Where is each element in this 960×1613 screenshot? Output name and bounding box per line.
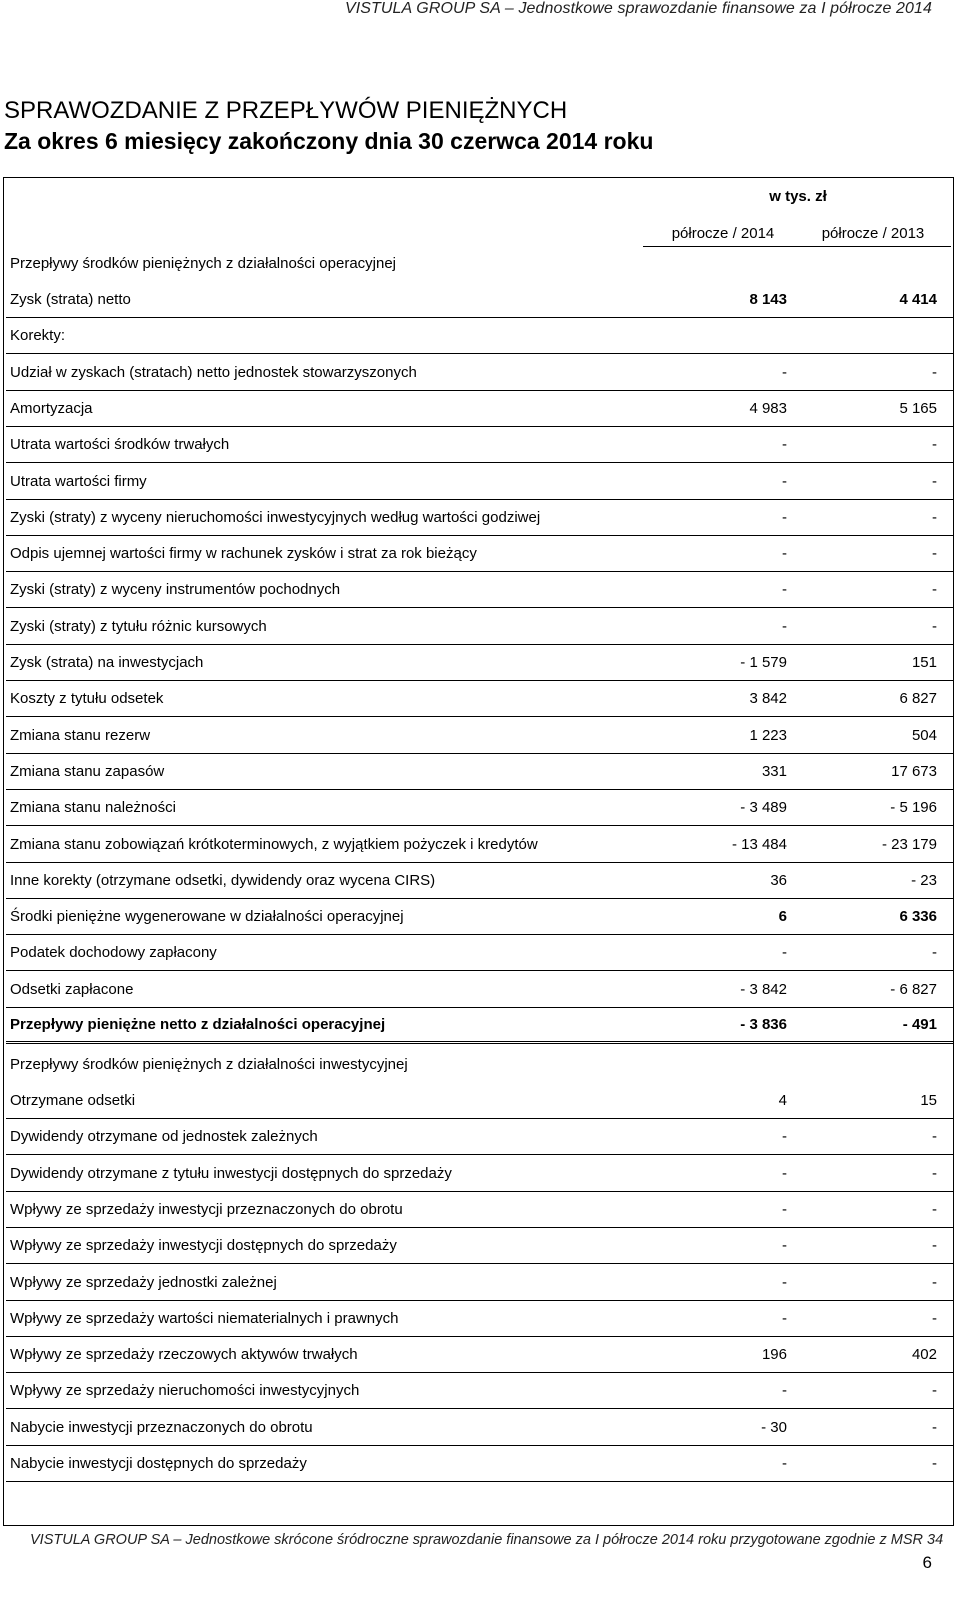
running-header: VISTULA GROUP SA – Jednostkowe sprawozdanie finansowe za I półrocze 2014 [344,0,932,17]
value-2013: - [932,1455,937,1472]
value-2014: 36 [770,871,787,889]
value-2014: - [782,436,787,454]
value-2013: 4 414 [899,291,937,308]
row-label: Wpływy ze sprzedaży inwestycji przeznaczonych do obrotu [10,1200,403,1218]
value-2013: 17 673 [891,762,937,780]
value-2014: - [782,1273,787,1291]
value-2013: - [932,1273,937,1291]
row-label: Zmiana stanu zobowiązań krótkoterminowych, z wyjątkiem pożyczek i kredytów [10,835,538,853]
value-2013: - [932,436,937,454]
row-label: Nabycie inwestycji dostępnych do sprzedaży [10,1455,307,1472]
table-row [6,1083,953,1119]
row-label: Wpływy ze sprzedaży nieruchomości inwestycyjnych [10,1382,360,1400]
value-2013: - [932,944,937,962]
table-row [6,754,953,790]
row-label: Odsetki zapłacone [10,980,134,998]
row-label: Utrata wartości firmy [10,472,147,490]
page-footer: VISTULA GROUP SA – Jednostkowe skrócone śródroczne sprawozdanie finansowe za I półrocze 2014 roku przygotowane zgodnie z MSR 34 [30,1532,944,1548]
column-header-2014: półrocze / 2014 [671,225,775,242]
row-label: Środki pieniężne wygenerowane w działalności operacyjnej [10,908,404,926]
value-2013: - [932,363,937,381]
table-row [6,500,953,536]
table-row [6,935,953,971]
table-row [6,972,953,1008]
value-2013: - [932,1128,937,1146]
row-label: Zyski (straty) z wyceny instrumentów pochodnych [10,581,341,599]
value-2013: - [932,1418,937,1436]
value-2014: 4 [778,1092,787,1109]
row-label: Dywidendy otrzymane z tytułu inwestycji dostępnych do sprzedaży [10,1164,452,1182]
row-label: Wpływy ze sprzedaży jednostki zależnej [10,1273,277,1291]
value-2013: - [932,617,937,635]
value-2013: 15 [920,1092,937,1109]
row-label: Wpływy ze sprzedaży rzeczowych aktywów trwałych [10,1346,358,1364]
value-2013: - [932,472,937,490]
table-row [6,282,953,318]
value-2014: - [782,545,787,563]
table-row [6,572,953,608]
value-2014: - [782,472,787,490]
statement-title [4,96,653,156]
table-row [6,1337,953,1373]
header-rule [643,246,951,247]
value-2014: 3 842 [749,690,787,708]
table-row [6,1446,953,1482]
row-label: Podatek dochodowy zapłacony [10,944,217,962]
value-2013: 6 827 [899,690,937,708]
table-row [6,609,953,645]
value-2014: 196 [761,1346,787,1364]
row-label: Zmiana stanu należności [10,799,176,817]
row-label: Zmiana stanu zapasów [10,762,165,780]
row-label: Otrzymane odsetki [10,1092,136,1109]
table-row [6,790,953,826]
table-row [6,1410,953,1446]
table-row [6,1265,953,1301]
page-number: 6 [922,1553,932,1572]
table-row [6,899,953,935]
row-label: Dywidendy otrzymane od jednostek zależnych [10,1128,318,1146]
title-line-1: SPRAWOZDANIE Z PRZEPŁYWÓW PIENIĘŻNYCH [4,97,568,124]
section-operating-heading: Przepływy środków pieniężnych z działalności operacyjnej [10,255,397,272]
value-2014: - [782,1164,787,1182]
table-row [6,718,953,754]
value-2014: 8 143 [749,291,787,308]
value-2013: - 5 196 [890,799,937,817]
table-row [6,1301,953,1337]
value-2013: - 23 179 [881,835,937,853]
row-label: Wpływy ze sprzedaży inwestycji dostępnych do sprzedaży [10,1237,397,1255]
value-2013: - [932,1382,937,1400]
table-row [6,391,953,427]
table-row [6,464,953,500]
table-row [6,1228,953,1264]
value-2013: 5 165 [899,399,937,417]
table-row [6,681,953,717]
row-label: Wpływy ze sprzedaży wartości niematerialnych i prawnych [10,1309,399,1327]
value-2014: - [782,1309,787,1327]
value-2014: - [782,1128,787,1146]
value-2014: 6 [778,908,787,926]
value-2014: - 3 842 [740,980,787,998]
row-label: Nabycie inwestycji przeznaczonych do obrotu [10,1418,313,1436]
row-label: Zmiana stanu rezerw [10,726,151,744]
value-2013: - 491 [902,1016,937,1033]
row-label: Zysk (strata) netto [10,291,131,308]
row-label: Koszty z tytułu odsetek [10,690,164,708]
value-2014: - [782,1382,787,1400]
table-row [6,1373,953,1409]
value-2013: - 6 827 [890,980,937,998]
table-row [6,1192,953,1228]
row-label: Amortyzacja [10,399,93,417]
table-row [6,536,953,572]
value-2013: - [932,1200,937,1218]
table-row [6,318,953,354]
row-label: Korekty: [10,327,66,345]
row-label: Przepływy pieniężne netto z działalności operacyjnej [10,1016,386,1033]
row-label: Odpis ujemnej wartości firmy w rachunek zysków i strat za rok bieżący [10,545,477,563]
section-investing-heading: Przepływy środków pieniężnych z działalności inwestycyjnej [10,1056,408,1073]
column-header-2013: półrocze / 2013 [821,225,925,242]
row-label: Zyski (straty) z wyceny nieruchomości inwestycyjnych według wartości godziwej [10,508,541,526]
value-2013: 151 [911,654,937,671]
value-2014: - 3 836 [740,1016,787,1033]
value-2013: - [932,1164,937,1182]
value-2014: - [782,508,787,526]
value-2013: - [932,1309,937,1327]
value-2014: 331 [761,762,787,780]
value-2013: - [932,508,937,526]
title-line-2: Za okres 6 miesięcy zakończony dnia 30 czerwca 2014 roku [4,128,654,154]
value-2014: 4 983 [749,399,787,417]
value-2014: - 1 579 [740,654,787,671]
value-2014: - [782,944,787,962]
row-label: Udział w zyskach (stratach) netto jednostek stowarzyszonych [10,363,417,381]
table-row [6,427,953,463]
row-label: Utrata wartości środków trwałych [10,436,230,454]
value-2014: - [782,617,787,635]
value-2013: - [932,545,937,563]
value-2014: - [782,581,787,599]
row-label: Zysk (strata) na inwestycjach [10,654,204,671]
value-2014: - 30 [761,1418,787,1436]
value-2013: - [932,1237,937,1255]
table-row [6,1119,953,1155]
value-2014: - 3 489 [740,799,787,817]
value-2014: - [782,363,787,381]
value-2013: 6 336 [899,908,937,926]
table-row [6,355,953,391]
value-2014: - [782,1455,787,1472]
row-label: Zyski (straty) z tytułu różnic kursowych [10,617,267,635]
units-label: w tys. zł [769,188,827,205]
table-row [6,863,953,899]
value-2013: - [932,581,937,599]
value-2013: 402 [911,1346,937,1364]
value-2014: - [782,1200,787,1218]
table-row [6,1008,953,1044]
value-2013: 504 [911,726,937,744]
row-label: Inne korekty (otrzymane odsetki, dywidendy oraz wycena CIRS) [10,871,436,889]
table-row [6,1156,953,1192]
value-2013: - 23 [911,871,937,889]
table-row [6,645,953,681]
table-row [6,827,953,863]
value-2014: 1 223 [749,726,787,744]
value-2014: - [782,1237,787,1255]
value-2014: - 13 484 [731,835,787,853]
